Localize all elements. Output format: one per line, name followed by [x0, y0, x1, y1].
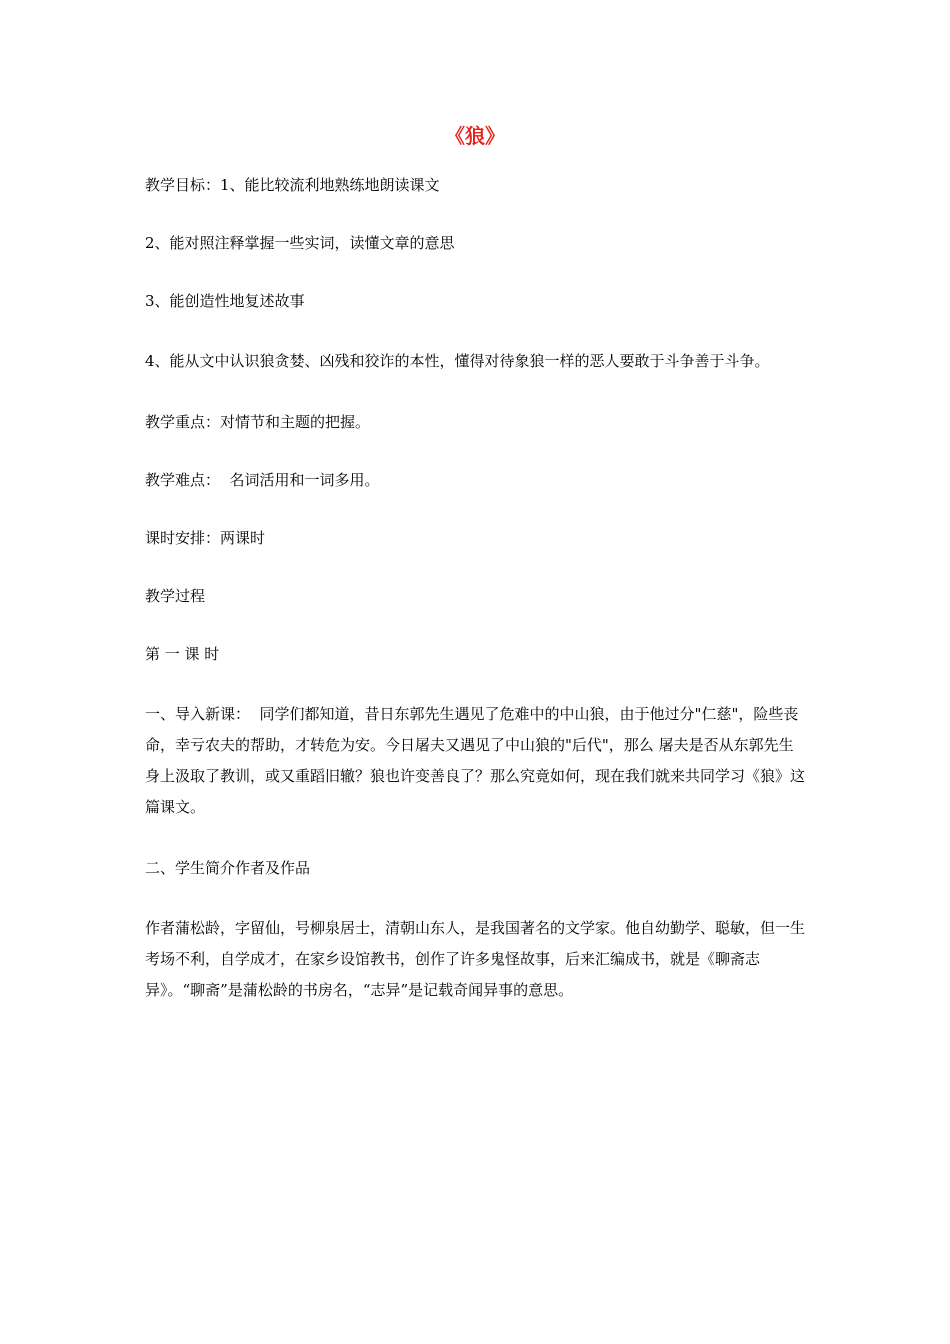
process-heading: 教学过程 — [145, 587, 206, 605]
schedule: 课时安排：两课时 — [145, 529, 266, 547]
section-author-heading: 二、学生简介作者及作品 — [145, 859, 311, 877]
teaching-difficulty: 教学难点： 名词活用和一词多用。 — [145, 471, 380, 489]
introduction-paragraph: 一、导入新课： 同学们都知道，昔日东郭先生遇见了危难中的中山狼，由于他过分"仁慈"，险些丧命，幸亏农夫的帮助，才转危为安。今日屠夫又遇见了中山狼的"后代"，那么 屠夫是否从东郭先生身上汲取了教训，或又重蹈旧辙？狼也许变善良了？那么究竟如何，现在我们就来共同学习《狼》这篇课文。 — [145, 705, 806, 816]
author-paragraph: 作者蒲松龄，字留仙，号柳泉居士，清朝山东人，是我国著名的文学家。他自幼勤学、聪敏，但一生考场不利，自学成才，在家乡设馆教书，创作了许多鬼怪故事，后来汇编成书，就是《聊斋志异》。“聊斋”是蒲松龄的书房名，“志异”是记载奇闻异事的意思。 — [145, 919, 806, 999]
document-title: 《狼》 — [445, 124, 505, 148]
objective-2: 2、能对照注释掌握一些实词，读懂文章的意思 — [145, 234, 455, 252]
objective-4: 4、能从文中认识狼贪婪、凶残和狡诈的本性，懂得对待象狼一样的恶人要敢于斗争善于斗争。 — [145, 352, 770, 370]
document-body — [145, 172, 805, 1038]
objective-3: 3、能创造性地复述故事 — [145, 292, 305, 310]
objective-1: 教学目标：1、能比较流利地熟练地朗读课文 — [145, 176, 440, 194]
teaching-focus: 教学重点：对情节和主题的把握。 — [145, 413, 371, 431]
lesson-heading: 第 一 课 时 — [145, 645, 220, 663]
